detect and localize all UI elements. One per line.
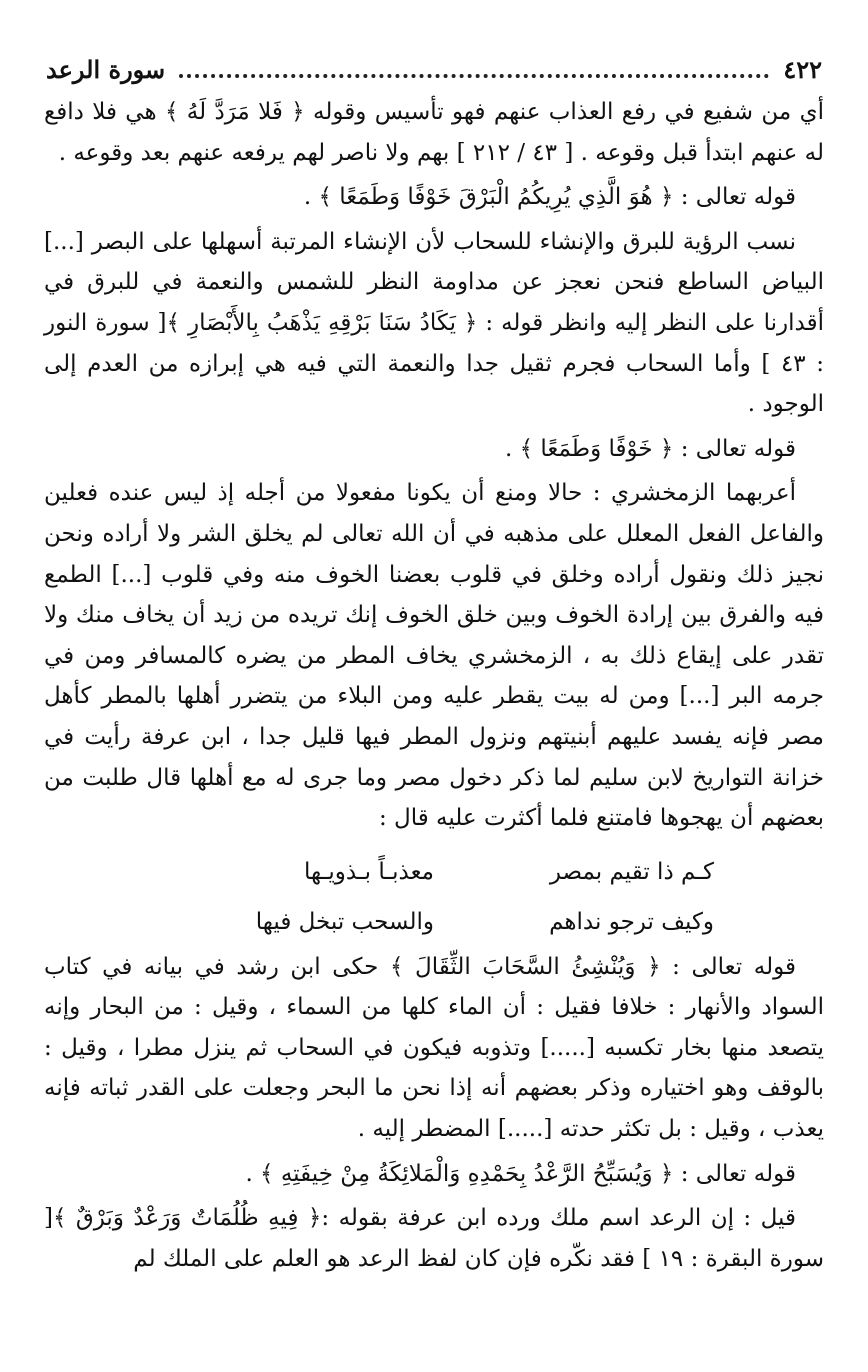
- poem: [154, 847, 714, 947]
- paragraph: نسب الرؤية للبرق والإنشاء للسحاب لأن الإنشاء المرتبة أسهلها على البصر [...] البياض الساطع فنحن نعجز عن مداومة النظر للشمس والنعمة في للبرق في أقدارنا على النظر إليه وانظر قوله : ﴿ يَكَادُ سَنَا بَرْقِهِ يَذْهَبُ بِالأَبْصَارِ ﴾[ سورة النور : ٤٣ ] وأما السحاب فجرم ثقيل جدا والنعمة التي فيه هي إبرازه من العدم إلى الوجود .: [44, 228, 825, 418]
- verse-heading: قوله تعالى : ﴿ هُوَ الَّذِي يُرِيكُمُ الْبَرْقَ خَوْفًا وَطَمَعًا ﴾ .: [303, 184, 796, 211]
- page-body: [44, 92, 824, 1279]
- paragraph: أي من شفيع في رفع العذاب عنهم فهو تأسيس وقوله ﴿ فَلا مَرَدَّ لَهُ ﴾ هي فلا دافع له عنهم ابتدأ قبل وقوعه . [ ٤٣ / ٢١٢ ] بهم ولا ناصر لهم يرفعه عنهم بعد وقوعه .: [44, 99, 824, 166]
- poem-hemistich: معذبـاً بـذويـها: [303, 858, 434, 885]
- verse-heading: قوله تعالى : ﴿ وَيُسَبِّحُ الرَّعْدُ بِحَمْدِهِ وَالْمَلائِكَةُ مِنْ خِيفَتِهِ ﴾ .: [245, 1160, 796, 1187]
- page-header: [46, 52, 822, 86]
- poem-hemistich: كـم ذا تقيم بمصر: [549, 858, 714, 885]
- verse-heading: قوله تعالى : ﴿ خَوْفًا وَطَمَعًا ﴾ .: [504, 435, 796, 462]
- poem-hemistich: وكيف ترجو نداهم: [549, 908, 714, 935]
- page-number: ٤٢٢: [783, 54, 822, 84]
- paragraph: أعربهما الزمخشري : حالا ومنع أن يكونا مفعولا من أجله إذ ليس عنده فعلين والفاعل الفعل المعلل على مذهبه في أن الله تعالى لم يخلق الشر ولا أراده ونحن نجيز ذلك ونقول أراده وخلق في قلوب بعضنا الخوف منه وفي قلوب [...] الطمع فيه والفرق بين إرادة الخوف وبين خلق الخوف إنك تريده من زيد أن يخاف منك ولا تقدر على إيقاع ذلك به ، الزمخشري يخاف المطر من يضره كالمسافر ومن في جرمه البر [...] ومن له بيت يقطر عليه ومن البلاء من يتضرر أهلها بالمطر كأهل مصر فإنه يفسد عليهم أبنيتهم ونزول المطر فيها قليل جدا ، ابن عرفة رأيت في خزانة التواريخ لابن سليم لما ذكر دخول مصر وما جرى له مع أهلها قال طلبت من بعضهم أن يهجوها فامتنع فلما أكثرت عليه قال :: [44, 480, 824, 832]
- poem-hemistich: والسحب تبخل فيها: [255, 908, 434, 935]
- running-title: سورة الرعد: [46, 54, 166, 84]
- paragraph: قوله تعالى : ﴿ وَيُنْشِئُ السَّحَابَ الثِّقَالَ ﴾ حكى ابن رشد في بيانه في كتاب السواد والأنهار : خلافا فقيل : أن الماء كلها من السماء ، وقيل : من البحار وإنه يتصعد منها بخار تكسبه [.....] وتذوبه فيكون في السحاب ثم ينزل مطرا ، وقيل : بالوقف وهو اختياره وذكر بعضهم أنه إذا نحن ما البحر وجعلت على القدر ثباته فإنه يعذب ، وقيل : بل تكثر حدته [.....] المضطر إليه .: [44, 953, 824, 1143]
- header-dotted-rule: [179, 60, 769, 78]
- paragraph: قيل : إن الرعد اسم ملك ورده ابن عرفة بقوله :﴿ فِيهِ ظُلُمَاتٌ وَرَعْدٌ وَبَرْقٌ ﴾[ سورة البقرة : ١٩ ] فقد نكّره فإن كان لفظ الرعد هو العلم على الملك لم: [44, 1205, 824, 1272]
